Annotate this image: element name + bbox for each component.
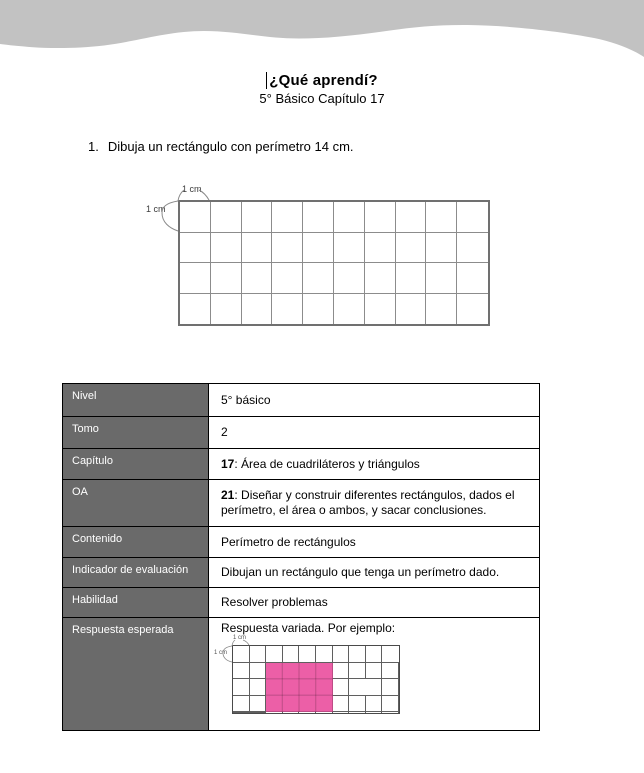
- grid-cell: [211, 233, 242, 264]
- grid-cell: [365, 294, 396, 325]
- grid-cell: [333, 712, 350, 713]
- grid-cell: [303, 263, 334, 294]
- grid-cell: [382, 646, 399, 663]
- question-1: [88, 139, 354, 154]
- grid-cell: [272, 263, 303, 294]
- grid-cell: [396, 263, 427, 294]
- grid-cell: [366, 679, 383, 696]
- grid-cell: [349, 712, 366, 713]
- grid-cell: [266, 712, 283, 713]
- grid-cell: [299, 646, 316, 663]
- grid-cell: [233, 696, 250, 713]
- grid-cell: [250, 696, 267, 713]
- grid-cell: [382, 696, 399, 713]
- grid-cell: [250, 646, 267, 663]
- grid-cell: [333, 679, 350, 696]
- answer-example-grid: [232, 645, 400, 714]
- row-label: Indicador de evaluación: [63, 558, 209, 587]
- grid-cell: [334, 202, 365, 233]
- grid-cell: [349, 663, 366, 680]
- answer-grid-left-measure-label: 1 cm: [214, 650, 228, 656]
- grid-cell: [272, 294, 303, 325]
- grid-cell: [366, 646, 383, 663]
- title-row: [0, 71, 644, 90]
- main-grid-left-measure-label: 1 cm: [146, 204, 166, 214]
- grid-cell: [303, 202, 334, 233]
- grid-cell: [334, 233, 365, 264]
- grid-cell: [211, 263, 242, 294]
- grid-cell: [382, 712, 399, 713]
- grid-cell: [272, 233, 303, 264]
- row-label: Tomo: [63, 417, 209, 448]
- grid-cell: [333, 663, 350, 680]
- grid-cell: [233, 712, 250, 713]
- row-label: Capítulo: [63, 449, 209, 479]
- grid-cell: [242, 263, 273, 294]
- row-value: 2: [221, 425, 228, 439]
- table-row: [63, 449, 539, 480]
- grid-cell: [457, 202, 488, 233]
- row-value: Respuesta variada. Por ejemplo:: [221, 621, 396, 635]
- row-label: Respuesta esperada: [63, 618, 209, 730]
- question-text: Dibuja un rectángulo con perímetro 14 cm.: [107, 139, 354, 154]
- grid-cell: [250, 712, 267, 713]
- grid-cell: [365, 233, 396, 264]
- answer-grid-top-measure-label: 1 cm: [233, 635, 247, 641]
- row-value: 17: Área de cuadriláteros y triángulos: [221, 456, 420, 471]
- grid-cell: [365, 263, 396, 294]
- grid-cell: [396, 233, 427, 264]
- grid-cell: [396, 202, 427, 233]
- grid-cell: [180, 233, 211, 264]
- grid-cell: [303, 294, 334, 325]
- grid-cell: [299, 712, 316, 713]
- grid-cell: [396, 294, 427, 325]
- grid-cell: [333, 646, 350, 663]
- grid-cell: [366, 663, 383, 680]
- grid-cell: [233, 679, 250, 696]
- page-subtitle: 5° Básico Capítulo 17: [259, 91, 385, 106]
- grid-cell: [457, 294, 488, 325]
- grid-cell: [426, 202, 457, 233]
- grid-cell: [242, 233, 273, 264]
- grid-cell: [333, 696, 350, 713]
- grid-cell: [272, 202, 303, 233]
- main-grid-top-measure-label: 1 cm: [182, 184, 202, 194]
- row-value: 21: Diseñar y construir diferentes rectángulos, dados el perímetro, el área o ambos, y sacar conclusiones.: [221, 488, 515, 517]
- highlighted-rectangle: [266, 663, 332, 713]
- grid-cell: [349, 646, 366, 663]
- grid-cell: [242, 202, 273, 233]
- text-cursor: [266, 72, 267, 89]
- grid-cell: [283, 646, 300, 663]
- table-row: [63, 558, 539, 588]
- grid-cell: [242, 294, 273, 325]
- grid-cell: [366, 696, 383, 713]
- grid-cell: [426, 294, 457, 325]
- row-value: Resolver problemas: [221, 595, 328, 609]
- grid-cell: [250, 663, 267, 680]
- row-label: Nivel: [63, 384, 209, 416]
- page-title: ¿Qué aprendí?: [269, 72, 378, 89]
- grid-cell: [211, 294, 242, 325]
- grid-cell: [365, 202, 396, 233]
- grid-cell: [266, 646, 283, 663]
- grid-cell: [180, 202, 211, 233]
- grid-cell: [180, 263, 211, 294]
- table-row: [63, 384, 539, 417]
- grid-cell: [382, 679, 399, 696]
- grid-cell: [457, 233, 488, 264]
- grid-cell: [316, 646, 333, 663]
- grid-cell: [283, 712, 300, 713]
- main-cm-grid: [178, 200, 490, 326]
- grid-cell: [211, 202, 242, 233]
- grid-cell: [457, 263, 488, 294]
- grid-cell: [426, 233, 457, 264]
- grid-cell: [233, 663, 250, 680]
- grid-cell: [334, 294, 365, 325]
- grid-cell: [349, 696, 366, 713]
- header-wave-decoration: [0, 0, 644, 70]
- row-label: OA: [63, 480, 209, 526]
- row-label: Habilidad: [63, 588, 209, 617]
- grid-cell: [316, 712, 333, 713]
- grid-cell: [366, 712, 383, 713]
- row-value: 5° básico: [221, 392, 271, 407]
- table-row: [63, 417, 539, 449]
- question-number: 1.: [88, 139, 99, 154]
- grid-cell: [349, 679, 366, 696]
- row-label: Contenido: [63, 527, 209, 557]
- grid-cell: [233, 646, 250, 663]
- grid-cell: [180, 294, 211, 325]
- row-value: Dibujan un rectángulo que tenga un perímetro dado.: [221, 565, 500, 579]
- grid-cell: [250, 679, 267, 696]
- grid-cell: [426, 263, 457, 294]
- table-row: [63, 527, 539, 558]
- grid-cell: [382, 663, 399, 680]
- grid-cell: [334, 263, 365, 294]
- table-row: [63, 588, 539, 618]
- table-row: [63, 480, 539, 527]
- grid-cell: [303, 233, 334, 264]
- row-value: Perímetro de rectángulos: [221, 534, 356, 549]
